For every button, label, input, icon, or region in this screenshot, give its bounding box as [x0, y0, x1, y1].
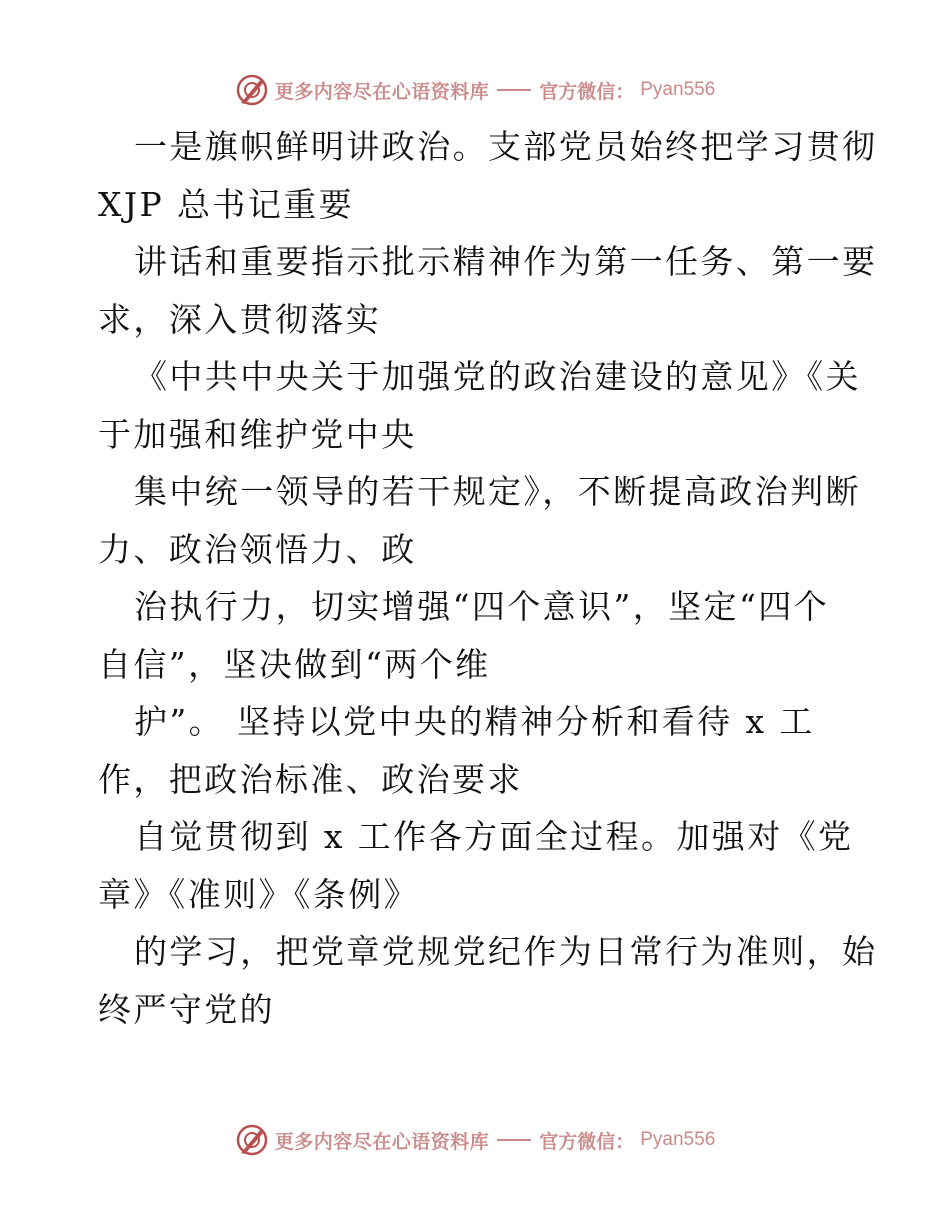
text-line: 治执行力，切实增强“四个意识”，坚定“四个	[134, 587, 830, 626]
text-line: 的学习，把党章党规党纪作为日常行为准则，始	[134, 932, 878, 971]
document-body	[98, 118, 878, 1038]
text-line: 作，把政治标准、政治要求	[98, 759, 523, 799]
text-line: 力、政治领悟力、政	[98, 529, 417, 569]
text-line: 讲话和重要指示批示精神作为第一任务、第一要	[134, 242, 878, 281]
text-line: 《中共中央关于加强党的政治建设的意见》《关	[134, 357, 861, 396]
watermark-dash	[497, 1139, 531, 1141]
quill-logo-icon	[235, 1123, 269, 1157]
watermark-dash	[497, 89, 531, 91]
text-line: 求，深入贯彻落实	[98, 299, 382, 339]
watermark-wechat-id: Pyan556	[640, 1129, 716, 1150]
watermark-brand: 更多内容尽在心语资料库	[274, 80, 490, 103]
text-line: 章》《准则》《条例》	[98, 874, 419, 914]
quill-logo-icon	[235, 73, 269, 107]
text-line: 集中统一领导的若干规定》，不断提高政治判断	[134, 472, 861, 511]
text-line: 护”。 坚持以党中央的精神分析和看待 x 工	[134, 702, 815, 741]
text-line: 自觉贯彻到 x 工作各方面全过程。加强对《党	[134, 817, 854, 856]
text-line: XJP 总书记重要	[98, 184, 355, 224]
watermark-wechat-label: 官方微信：	[539, 1130, 635, 1153]
text-line: 终严守党的	[98, 989, 275, 1029]
watermark-wechat-label: 官方微信：	[539, 80, 635, 103]
footer-watermark	[0, 1120, 950, 1160]
text-line: 一是旗帜鲜明讲政治。支部党员始终把学习贯彻	[134, 127, 878, 166]
header-watermark	[0, 70, 950, 110]
watermark-wechat-id: Pyan556	[640, 79, 716, 100]
text-line: 于加强和维护党中央	[98, 414, 417, 454]
watermark-brand: 更多内容尽在心语资料库	[274, 1130, 490, 1153]
text-line: 自信”，坚决做到“两个维	[98, 644, 491, 684]
